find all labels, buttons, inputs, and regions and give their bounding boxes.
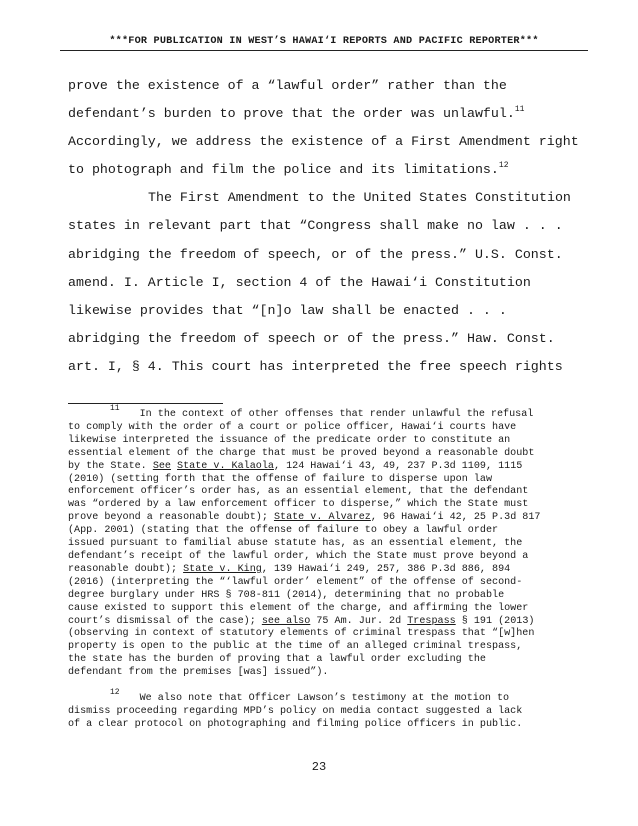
footnote-line: reasonable doubt); State v. King, 139 Hawai‘i 249, 257, 386 P.3d 886, 894 [68, 563, 511, 575]
body-line: abridging the freedom of speech, or of the press.” U.S. Const. [68, 246, 563, 262]
footnote-number: 11 [110, 404, 120, 413]
footnote-ref-12[interactable]: 12 [498, 161, 509, 171]
body-line: likewise provides that “[n]o law shall be enacted . . . [68, 302, 507, 318]
footnote-line: (App. 2001) (stating that the offense of failure to obey a lawful order [68, 525, 499, 537]
footnote-line: property is open to the public at the time of an alleged criminal trespass, [68, 641, 523, 653]
footnotes [68, 404, 588, 732]
footnote-line: dismiss proceeding regarding MPD’s policy on media contact suggested a lack [68, 705, 523, 717]
footnote-line: court’s dismissal of the case); see also 75 Am. Jur. 2d Trespass § 191 (2013) [68, 615, 535, 627]
footnote-line: $^{11}$In the context of other offenses that render unlawful the refusal [110, 404, 534, 420]
case-citation: State v. Kalaola [177, 460, 274, 472]
body-line: Accordingly, we address the existence of a First Amendment right [68, 134, 579, 150]
page-number: 23 [311, 760, 327, 774]
body-line: states in relevant part that “Congress shall make no law . . . [68, 218, 563, 234]
footnote-line: cause existed to support this element of the charge, and affirming the lower [68, 602, 529, 614]
header-rule [60, 50, 588, 51]
footnote-line: by the State. See State v. Kalaola, 124 Hawai‘i 43, 49, 237 P.3d 1109, 1115 [68, 460, 523, 472]
body-line: The First Amendment to the United States Constitution [148, 190, 571, 206]
footnote-line: enforcement officer’s order has, as an essential element, that the defendant [68, 486, 529, 498]
footnote-line: the state has the burden of proving that a lawful order excluding the [68, 654, 486, 666]
footnote-line: (2016) (interpreting the “‘lawful order’ element” of the offense of second- [68, 576, 523, 588]
footnote-11 [68, 404, 588, 680]
footnote-line: likewise interpreted the issuance of the predicate order to constitute an [68, 434, 511, 446]
treatise-citation: Trespass [407, 615, 456, 627]
footnote-line: (2010) (setting forth that the offense of failure to disperse upon law [68, 473, 493, 485]
footnote-12 [68, 688, 588, 732]
see-also-signal: see also [261, 615, 311, 627]
see-signal: See [152, 460, 171, 472]
publication-header: ***FOR PUBLICATION IN WEST’S HAWAI‘I REPORTS AND PACIFIC REPORTER*** [109, 36, 539, 47]
body-line: prove the existence of a “lawful order” rather than the [68, 78, 507, 93]
body-text [68, 72, 579, 381]
footnote-spacer [68, 680, 588, 693]
footnote-separator [68, 403, 223, 404]
footnote-line: (observing in context of statutory elements of criminal trespass that “[w]hen [68, 628, 535, 640]
case-citation: State v. Alvarez [273, 512, 371, 524]
footnote-line: degree burglary under HRS § 708-811 (2014), determining that no probable [68, 589, 505, 601]
footnote-line: defendant from the premises [was] issued”). [68, 667, 329, 679]
footnote-line: essential element of the charge that must be proved beyond a reasonable doubt [68, 447, 535, 459]
body-line: defendant’s burden to prove that the order was unlawful.$^{11}$ [68, 105, 525, 122]
body-line: to photograph and film the police and its limitations.$^{12}$ [68, 161, 509, 178]
footnote-line: issued pursuant to familial abuse statute has, as an essential element, the [68, 538, 523, 550]
body-line: art. I, § 4. This court has interpreted the free speech rights [68, 358, 563, 374]
footnote-line: $^{12}$We also note that Officer Lawson’s testimony at the motion to [110, 688, 510, 705]
footnote-line: defendant’s receipt of the lawful order, which the State must prove beyond a [68, 550, 529, 562]
footnote-line: prove beyond a reasonable doubt); State v. Alvarez, 96 Hawai‘i 42, 25 P.3d 817 [68, 512, 541, 524]
footnote-line: was “ordered by a law enforcement officer to disperse,” which the State must [68, 499, 529, 511]
footnote-line: of a clear protocol on photographing and filming police officers in public. [68, 718, 523, 730]
case-citation: State v. King [183, 563, 262, 575]
footnote-line: to comply with the order of a court or police officer, Hawai‘i courts have [68, 421, 517, 433]
body-line: amend. I. Article I, section 4 of the Hawai‘i Constitution [68, 274, 531, 290]
footnote-number: 12 [110, 688, 120, 698]
footnote-ref-11[interactable]: 11 [514, 105, 525, 115]
body-line: abridging the freedom of speech or of the press.” Haw. Const. [68, 330, 555, 346]
